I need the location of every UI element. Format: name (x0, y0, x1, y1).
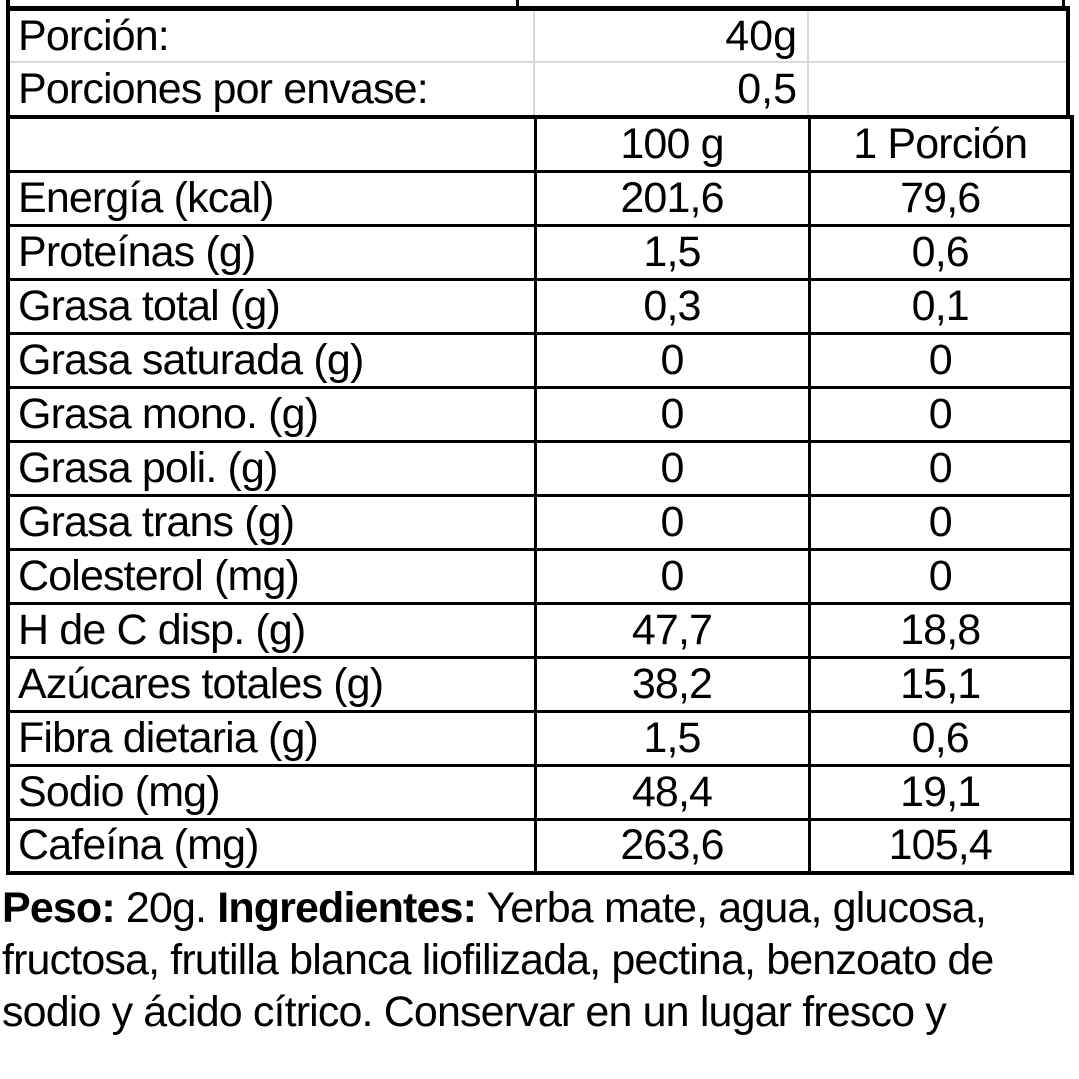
serving-size-value: 40g (533, 11, 807, 61)
nutrient-row (8, 333, 1072, 387)
value-per-portion: 0 (809, 333, 1072, 387)
value-per-portion: 0 (809, 441, 1072, 495)
nutrient-label: Fibra dietaria (g) (8, 711, 535, 765)
value-per-100g: 1,5 (535, 711, 809, 765)
value-per-100g: 201,6 (535, 171, 809, 225)
header-empty-cell (8, 117, 535, 171)
value-per-portion: 19,1 (809, 765, 1072, 819)
value-per-100g: 38,2 (535, 657, 809, 711)
value-per-100g: 0,3 (535, 279, 809, 333)
value-per-portion: 0 (809, 549, 1072, 603)
footer-text-segment: fructosa, frutilla blanca liofilizada, pectina, benzoato de (2, 936, 994, 984)
value-per-portion: 0 (809, 495, 1072, 549)
nutrient-row (8, 765, 1072, 819)
nutrition-table-body (8, 171, 1072, 873)
nutrient-row (8, 387, 1072, 441)
nutrient-label: Azúcares totales (g) (8, 657, 535, 711)
nutrient-row (8, 657, 1072, 711)
value-per-portion: 105,4 (809, 819, 1072, 873)
nutrient-label: Proteínas (g) (8, 225, 535, 279)
value-per-portion: 0,6 (809, 225, 1072, 279)
ingredients-line-text (2, 934, 993, 986)
nutrient-row (8, 549, 1072, 603)
cutoff-row-divider (516, 0, 519, 6)
nutrition-table (6, 115, 1074, 875)
value-per-100g: 48,4 (535, 765, 809, 819)
footer-bold-term: Ingredientes: (217, 884, 477, 932)
nutrient-label: Grasa mono. (g) (8, 387, 535, 441)
servings-per-container-row (10, 61, 1066, 115)
value-per-portion: 79,6 (809, 171, 1072, 225)
nutrient-label: Sodio (mg) (8, 765, 535, 819)
footer-text-segment: 20g. (114, 884, 218, 932)
nutrient-label: Cafeína (mg) (8, 819, 535, 873)
serving-info-section (6, 6, 1070, 115)
cutoff-row-right-border (1062, 0, 1065, 6)
header-per-portion: 1 Porción (809, 117, 1072, 171)
table-top-cutoff-row (6, 0, 1070, 6)
value-per-100g: 0 (535, 387, 809, 441)
nutrient-label: Grasa saturada (g) (8, 333, 535, 387)
value-per-portion: 18,8 (809, 603, 1072, 657)
nutrient-row (8, 495, 1072, 549)
ingredients-line (2, 934, 1079, 986)
footer-text-segment: sodio y ácido cítrico. Conservar en un lugar fresco y (2, 988, 946, 1036)
serving-size-empty-cell (807, 11, 1066, 61)
value-per-100g: 1,5 (535, 225, 809, 279)
nutrient-row (8, 225, 1072, 279)
nutrient-row (8, 279, 1072, 333)
ingredients-paragraph (0, 882, 1079, 1038)
serving-size-row (10, 11, 1066, 61)
servings-per-container-label: Porciones por envase: (18, 64, 428, 113)
nutrient-label: Grasa trans (g) (8, 495, 535, 549)
nutrient-label: H de C disp. (g) (8, 603, 535, 657)
footer-bold-term: Peso: (2, 884, 115, 932)
servings-per-container-value: 0,5 (533, 63, 807, 115)
nutrition-table-header-row (8, 117, 1072, 171)
value-per-100g: 0 (535, 333, 809, 387)
ingredients-line-text (2, 882, 986, 934)
value-per-100g: 0 (535, 549, 809, 603)
nutrient-label: Colesterol (mg) (8, 549, 535, 603)
nutrient-label: Energía (kcal) (8, 171, 535, 225)
nutrient-label: Grasa total (g) (8, 279, 535, 333)
value-per-portion: 0,1 (809, 279, 1072, 333)
ingredients-line (2, 986, 1079, 1038)
value-per-100g: 0 (535, 441, 809, 495)
nutrient-row (8, 819, 1072, 873)
nutrient-row (8, 441, 1072, 495)
nutrient-label: Grasa poli. (g) (8, 441, 535, 495)
ingredients-line-text (2, 986, 946, 1038)
nutrient-row (8, 711, 1072, 765)
value-per-portion: 0 (809, 387, 1072, 441)
nutrient-row (8, 603, 1072, 657)
ingredients-line (2, 882, 1079, 934)
value-per-100g: 0 (535, 495, 809, 549)
value-per-100g: 263,6 (535, 819, 809, 873)
servings-per-container-empty-cell (807, 63, 1066, 115)
nutrient-row (8, 171, 1072, 225)
header-per-100g: 100 g (535, 117, 809, 171)
value-per-portion: 15,1 (809, 657, 1072, 711)
serving-size-label: Porción: (18, 11, 169, 60)
value-per-100g: 47,7 (535, 603, 809, 657)
value-per-portion: 0,6 (809, 711, 1072, 765)
footer-text-segment: Yerba mate, agua, glucosa, (476, 884, 986, 932)
